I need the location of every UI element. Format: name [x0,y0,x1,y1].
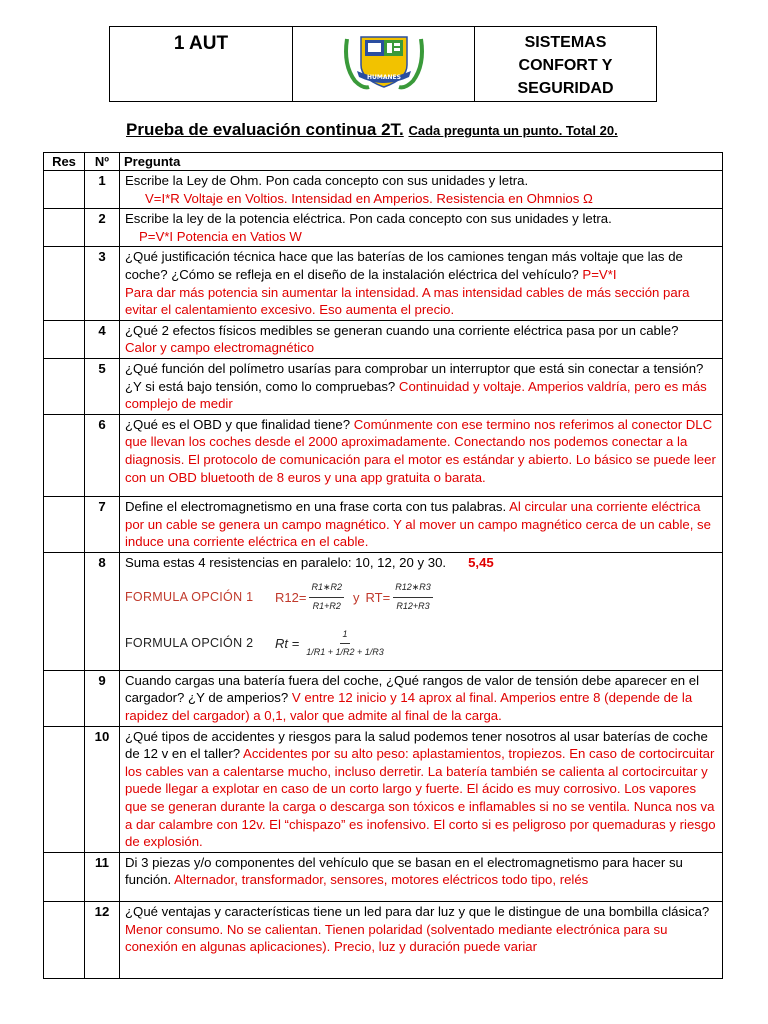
questions-table [43,152,723,979]
question-cell [120,497,723,553]
formula-1-frac-a: $\frac{R1∗R2}{R1+R2}$ [309,579,344,615]
course-label: 1 AUT [110,27,293,102]
res-cell [44,171,85,209]
formula-option-1 [125,579,718,615]
answer-text: Alternador, transformador, sensores, motores eléctricos todo tipo, relés [171,872,589,888]
row-number: 4 [85,320,120,358]
question-cell [120,171,723,209]
table-row [44,171,723,209]
formula-2-frac: $\frac{1}{1/R1 + 1/R2 + 1/R3}$ [306,626,384,662]
answer-text: 5,45 [468,554,494,570]
row-number: 11 [85,852,120,901]
question-cell [120,414,723,496]
res-cell [44,209,85,247]
answer-text: Accidentes por su alto peso: aplastamientos, tropiezos. En caso de cortocircuitar los cables van a calentarse mucho, incluso derretir. La batería también se calienta al cortocircuitar y puede llegar a explotar en caso de un corto largo y fuerte. El ácido es muy corrosivo. Los vapores que se generan durante la carga o descarga son tóxicos e inflamables si no se ventila. Nunca nos va a dar calambre con 12v. El “chispazo” es inofensivo. El corto si es peligroso por quemaduras y riesgo de explosión. [125,746,716,850]
svg-text:HUMANES: HUMANES [366,74,401,81]
header-question: Pregunta [120,153,723,171]
row-number: 6 [85,414,120,496]
answer-text: Calor y campo electromagnético [125,340,315,356]
answer-text: Comúnmente con ese termino nos referimos al conector DLC que llevan los coches desde el 2000 aproximadamente. Conectando nos podemos conectar a la diagnosis. El protocolo de comunicación para el motor es estándar y abierto. Lo básico se puede leer con un OBD bluetooth de 8 euros y una app gratuita o barata. [125,416,716,485]
res-cell [44,552,85,670]
question-text: ¿Qué es el OBD y que finalidad tiene? [125,416,351,432]
question-text: Suma estas 4 resistencias en paralelo: 10, 12, 20 y 30. [125,554,447,570]
row-number: 7 [85,497,120,553]
res-cell [44,726,85,852]
question-cell [120,552,723,670]
question-cell [120,670,723,726]
row-number: 3 [85,247,120,320]
res-cell [44,247,85,320]
question-text: ¿Qué ventajas y características tiene un led para dar luz y que le distingue de una bombilla clásica? [125,903,710,919]
res-cell [44,497,85,553]
formula-1-r12: R12= [275,589,307,605]
formula-1-label: FORMULA OPCIÓN 1 [125,589,254,604]
answer-text: Para dar más potencia sin aumentar la intensidad. A mas intensidad cables de más sección para evitar el calentamiento excesivo. Eso aumenta el precio. [125,284,690,318]
question-cell [120,726,723,852]
subject-label: SISTEMAS CONFORT Y SEGURIDAD [475,27,657,102]
question-cell [120,852,723,901]
res-cell [44,358,85,414]
table-row [44,358,723,414]
question-text: ¿Qué justificación técnica hace que las baterías de los camiones tengan más voltaje que las de coche? ¿Cómo se refleja en el diseño de la instalación eléctrica del vehículo? [125,249,683,282]
formula-2-label: FORMULA OPCIÓN 2 [125,635,254,650]
question-text: Define el electromagnetismo en una frase corta con tus palabras. [125,499,507,515]
title-sub: Cada pregunta un punto. Total 20. [408,123,618,138]
table-row [44,414,723,496]
question-cell [120,320,723,358]
row-number: 10 [85,726,120,852]
question-text: ¿Qué tipos de accidentes y riesgos para la salud podemos tener nosotros al usar baterías de coche de 12 v en el taller? [125,728,708,762]
table-row [44,320,723,358]
table-header-row [44,153,723,171]
answer-text: V entre 12 inicio y 14 aprox al final. Amperios entre 8 (depende de la rapidez del cargador) a 0,1, valor que admite al final de la carga. [125,690,693,724]
formula-1-rt: RT= [365,589,391,605]
formula-option-2 [125,626,718,662]
answer-text: Menor consumo. No se calientan. Tienen polaridad (solventado mediante electrónica para su conexión en algunas aplicaciones). Precio, luz y duración puede variar [125,921,668,955]
table-row [44,901,723,978]
table-row [44,247,723,320]
res-cell [44,320,85,358]
formula-1-and: y [353,589,360,605]
answer-text: Continuidad y voltaje. Amperios valdría, pero es más complejo de medir [125,378,707,412]
question-text: Di 3 piezas y/o componentes del vehículo que se basan en el electromagnetismo para hacer su función. [125,854,683,888]
table-row [44,552,723,670]
row-number: 5 [85,358,120,414]
question-cell [120,209,723,247]
question-cell [120,901,723,978]
header-res: Res [44,153,85,171]
table-row [44,209,723,247]
row-number: 9 [85,670,120,726]
formula-1-frac-b: $\frac{R12∗R3}{R12+R3}$ [393,579,433,615]
school-crest-icon [339,31,429,93]
answer-text: Al circular una corriente eléctrica por un cable se genera un campo magnético. Y al mover un campo magnético cerca de un cable, se induce una corriente eléctrica en el cable. [125,499,711,550]
res-cell [44,901,85,978]
res-cell [44,852,85,901]
question-cell [120,358,723,414]
res-cell [44,414,85,496]
res-cell [44,670,85,726]
row-number: 2 [85,209,120,247]
answer-text: V=I*R Voltaje en Voltios. Intensidad en Amperios. Resistencia en Ohmnios Ω [145,190,593,206]
school-logo [293,27,475,102]
question-text: ¿Qué 2 efectos físicos medibles se generan cuando una corriente eléctrica pasa por un cable? [125,322,679,338]
question-text: ¿Qué función del polímetro usarías para comprobar un interruptor que está sin conectar a tensión? ¿Y si está bajo tensión, como lo compruebas? [125,360,704,394]
row-number: 8 [85,552,120,670]
page-title [126,120,618,140]
table-row [44,726,723,852]
header-n: Nº [85,153,120,171]
question-text: Escribe la ley de la potencia eléctrica. Pon cada concepto con sus unidades y letra. [125,211,612,227]
question-cell [120,247,723,320]
table-row [44,670,723,726]
header-table [109,26,657,102]
title-main: Prueba de evaluación continua 2T. [126,120,404,139]
table-row [44,852,723,901]
row-number: 12 [85,901,120,978]
row-number: 1 [85,171,120,209]
answer-inline: P=V*I [578,266,617,282]
question-text: Cuando cargas una batería fuera del coche, ¿Qué rangos de valor de tensión debe aparecer en el cargador? ¿Y de amperios? [125,672,700,706]
formula-2-rt: Rt = [275,635,300,651]
table-row [44,497,723,553]
question-text: Escribe la Ley de Ohm. Pon cada concepto con sus unidades y letra. [125,173,529,188]
answer-text: P=V*I Potencia en Vatios W [139,228,302,244]
